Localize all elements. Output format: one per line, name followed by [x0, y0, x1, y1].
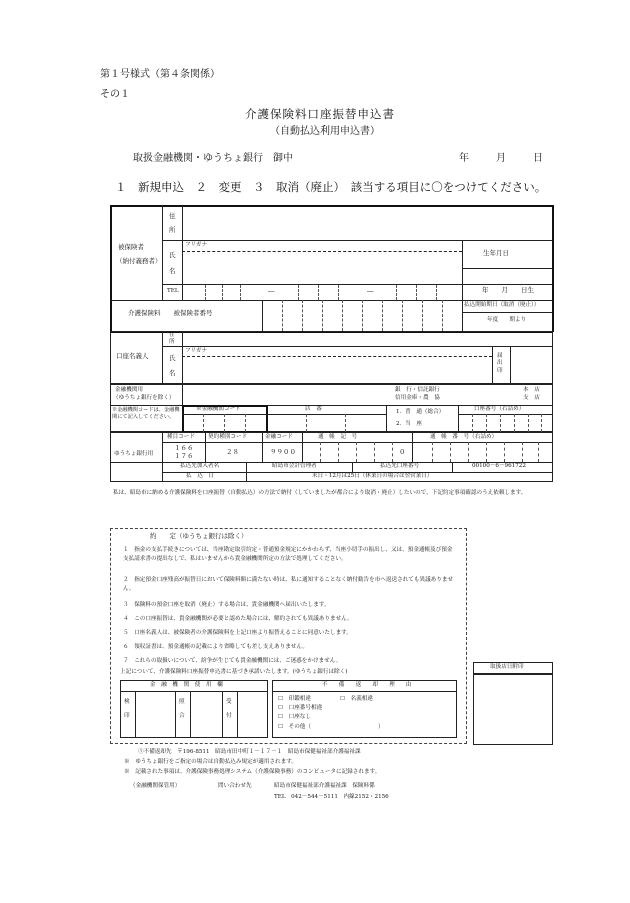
- usage-label: （金融機関保管用）: [130, 783, 181, 789]
- payee-label: 払込先加入者名: [180, 463, 220, 469]
- payee-account-label: 払込先口座番号: [380, 463, 420, 469]
- tel-label: TEL: [167, 288, 179, 294]
- reject-name-mismatch[interactable]: ☐ 名義相違: [340, 696, 373, 702]
- account-number-field[interactable]: [460, 416, 550, 430]
- date-month-label: 月: [496, 153, 506, 164]
- holder-address-field[interactable]: [185, 332, 550, 345]
- account-type-current[interactable]: 2．当 座: [396, 421, 422, 427]
- account-number-label: 口座番号（右詰め）: [474, 406, 525, 412]
- recipient: 取扱金融機関・ゆうちょ銀行 御中: [133, 153, 293, 164]
- holder-furigana-label: フリガナ: [185, 348, 208, 354]
- insured-address-field[interactable]: [185, 207, 550, 238]
- bank-code-label: ※金融機関コード: [196, 406, 241, 412]
- furigana-label: フリガナ: [185, 242, 208, 248]
- options-line: １ 新規申込 ２ 変更 ３ 取消（廃止） 該当する項目に〇をつけてください。: [115, 180, 547, 194]
- bank-use-receipt-field[interactable]: [239, 693, 266, 736]
- footer-note-2: ※ 記載された事項は、介護保険事務処理システム（介護保険事務）のコンピュータに記録されます。: [124, 769, 381, 775]
- reject-other[interactable]: ☐ その他（ ）: [278, 724, 384, 730]
- inquiry-office: 昭島市保健福祉部介護福祉課 保険料係: [274, 783, 375, 789]
- branch-code-field[interactable]: [270, 416, 384, 430]
- page-title: 介護保険料口座振替申込書: [245, 107, 395, 121]
- dob-field[interactable]: 年 月 日生: [482, 286, 534, 294]
- code-note: ※金融機関コードは、金融機関にて記入してください。: [112, 407, 180, 421]
- holder-label: 口座名義人: [116, 352, 149, 360]
- dob-label: 生年月日: [483, 249, 509, 257]
- inquiry-label: 問い合わせ先: [218, 783, 252, 789]
- statement: 私は、昭島市に納める介護保険料を口座振替（自動払込）の方法で納付（していましたが都合により取消・廃止）したいので、下記約定事項確認のうえ依頼します。: [113, 490, 527, 496]
- agreement-item: １ 指金の支払手続きについては、当座勘定取引約定・普通預金規定にかかわらず、当座小切手の振出し、又は、預金通帳及び預金支払請求書の提出なしで、私はいませんから貴金融機関所定の方法で処理してください。: [123, 547, 453, 562]
- payee-account: 00100－6－961722: [472, 463, 526, 469]
- bank-use-inspect-field[interactable]: [137, 693, 173, 736]
- branch-code-label: 店 番: [305, 406, 322, 412]
- fin-code: ９９００: [270, 448, 296, 456]
- date-day-label: 日: [533, 153, 543, 164]
- reject-no-account[interactable]: ☐ 口座なし: [278, 714, 311, 720]
- start-date-label: 払込開始期日（取消（廃止））: [464, 302, 540, 308]
- seal-field[interactable]: [512, 348, 552, 382]
- agreement-title: 約 定（ゆうちょ銀行は除く）: [150, 532, 248, 540]
- tel-field[interactable]: [182, 285, 462, 300]
- type-code-2: １７６: [174, 452, 194, 460]
- date-year-label: 年: [459, 153, 469, 164]
- branch-name-field[interactable]: [440, 386, 500, 404]
- yucho-label: ゆうちょ銀行用: [114, 451, 154, 457]
- reject-account-mismatch[interactable]: ☐ 口座番号相違: [278, 705, 323, 711]
- agreement-item: ６ 領収証書は、預金通帳の記載により省略しても差し支えありません。: [123, 644, 308, 650]
- form-part: その１: [100, 89, 130, 100]
- bank-name-field[interactable]: [184, 386, 374, 404]
- pay-date-label: 払 込 日: [186, 473, 214, 479]
- agreement-item: ３ 保険料の預金口座を取消（廃止）する場合は、貴金融機関へ届出いたします。: [123, 602, 330, 608]
- bank-use-title: 金 融 機 関 使 用 欄: [150, 682, 223, 688]
- account-type-normal[interactable]: 1．普 通（総合）: [396, 409, 445, 415]
- reject-title: 不 備 返 却 理 由: [322, 682, 412, 688]
- insurance-number-label: 介護保険料 被保険者番号: [128, 309, 213, 317]
- pay-date: 末日・12月は25日（休業日の場合は翌営業日）: [312, 473, 433, 479]
- insured-name-field[interactable]: [185, 253, 460, 282]
- bank-label: 金融機関用: [115, 387, 143, 393]
- passbook-number-field[interactable]: [414, 444, 551, 461]
- footer-note-1: ※ ゆうちょ銀行をご指定の場合は自動払込み規定が適用されます。: [124, 759, 297, 765]
- name-label: 氏: [169, 251, 176, 259]
- bank-use-check-field[interactable]: [192, 693, 220, 736]
- seal-label: 届出印: [497, 353, 503, 374]
- form-number: 第１号様式（第４条関係）: [100, 69, 220, 80]
- address-label: 住: [169, 212, 176, 220]
- type-code-1: １６６: [174, 444, 194, 452]
- agreement-item: ７ これらの取扱いについて、紛争が生じても貴金融機関には、ご迷惑をかけません。: [123, 658, 342, 664]
- agreement-item: ４ この口座振替は、貴金融機関が必要と認めた場合には、解約されても異議ありません。: [123, 616, 353, 622]
- insured-label: 被保険者: [118, 243, 144, 251]
- payee-name: 昭島市会計管理者: [272, 463, 317, 469]
- agreement-item: ５ 口座名義人は、被保険者の介護保険料を上記口座より振替えることに同意いたします。: [123, 630, 352, 636]
- page-subtitle: （自動払込利用申込書）: [270, 126, 380, 137]
- agreement-confirm: 上記について、介護保険料口座振替申込書に基づき承諾いたします。(ゆうちょ銀行は除く): [120, 669, 348, 675]
- holder-name-field[interactable]: [185, 358, 490, 382]
- bank-sub-label: （ゆうちょ銀行を除く）: [113, 395, 175, 401]
- start-period-field[interactable]: 年度 期より: [487, 317, 527, 323]
- payer-label: （納付義務者）: [116, 257, 162, 265]
- agreement-item: ２ 指定預金口座残高が振替日において保険料額に満たない時は、私に通知することなく納付勧告を市へ返送されても異議ありません。: [123, 577, 454, 592]
- contract-code: ２８: [226, 448, 239, 456]
- reject-seal-mismatch[interactable]: ☐ 印鑑相違: [278, 696, 311, 702]
- office-stamp-label: 取扱店日附印: [490, 664, 524, 670]
- return-address: ⑤不備返却先 〒196-8511 昭島市田中町１－１７－１ 昭島市保健福祉部介護福祉課: [138, 749, 361, 755]
- inquiry-tel: TEL 042－544－5111 内線2152・2156: [274, 794, 389, 800]
- office-stamp-field[interactable]: [473, 674, 553, 745]
